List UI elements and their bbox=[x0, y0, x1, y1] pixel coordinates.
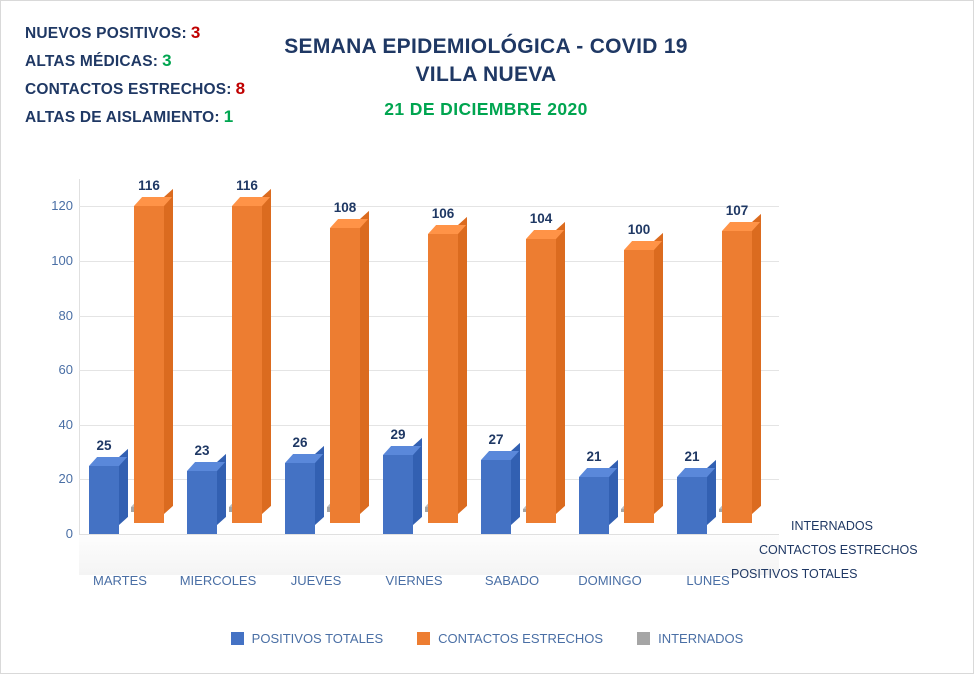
bar-front bbox=[89, 466, 119, 534]
bar bbox=[579, 477, 609, 534]
bar bbox=[285, 463, 315, 534]
y-tick-label: 80 bbox=[58, 307, 73, 323]
legend bbox=[31, 631, 943, 646]
bar-side bbox=[752, 214, 761, 514]
summary-value: 3 bbox=[162, 51, 172, 70]
legend-label: INTERNADOS bbox=[658, 631, 744, 646]
legend-swatch-icon bbox=[637, 632, 650, 645]
bar bbox=[89, 466, 119, 534]
bar-front bbox=[722, 231, 752, 523]
bar-value-label: 108 bbox=[333, 200, 357, 216]
chart-title-line1: SEMANA EPIDEMIOLÓGICA - COVID 19 bbox=[284, 35, 688, 58]
y-tick-label: 100 bbox=[51, 252, 73, 268]
chart-subtitle-date: 21 DE DICIEMBRE 2020 bbox=[384, 98, 588, 119]
bar bbox=[624, 250, 654, 523]
y-tick-label: 120 bbox=[51, 198, 73, 214]
bar-value-label: 23 bbox=[194, 443, 210, 459]
bar bbox=[677, 477, 707, 534]
bar-front bbox=[624, 250, 654, 523]
bar-value-label: 107 bbox=[725, 202, 749, 218]
y-tick-label: 60 bbox=[58, 362, 73, 378]
chart-title-line2: VILLA NUEVA bbox=[415, 63, 557, 87]
bar bbox=[134, 206, 164, 523]
summary-value: 8 bbox=[235, 79, 246, 98]
bar-side bbox=[654, 233, 663, 514]
chart-title-block bbox=[251, 33, 721, 120]
x-tick-label: MIERCOLES bbox=[179, 573, 257, 588]
bar-side bbox=[458, 216, 467, 514]
bar-value-label: 100 bbox=[627, 221, 651, 237]
bar bbox=[232, 206, 262, 523]
x-tick-label: DOMINGO bbox=[578, 573, 642, 588]
y-tick-label: 20 bbox=[58, 471, 73, 487]
bar-value-label: 106 bbox=[431, 205, 455, 221]
plot-area bbox=[31, 161, 943, 646]
summary-value: 3 bbox=[190, 23, 201, 42]
bar bbox=[330, 228, 360, 523]
bar-value-label: 116 bbox=[236, 178, 258, 194]
bar-front bbox=[428, 234, 458, 523]
bar bbox=[187, 471, 217, 534]
legend-swatch-icon bbox=[231, 632, 244, 645]
bar-value-label: 21 bbox=[684, 448, 700, 464]
bar bbox=[526, 239, 556, 523]
bar-value-label: 26 bbox=[292, 435, 308, 450]
bar-value-label: 21 bbox=[586, 448, 602, 464]
bar-front bbox=[677, 477, 707, 534]
bar bbox=[428, 234, 458, 523]
x-tick-label: JUEVES bbox=[290, 573, 342, 588]
plot-floor bbox=[79, 534, 779, 575]
bar-front bbox=[232, 206, 262, 523]
legend-item bbox=[231, 631, 384, 646]
summary-label: NUEVOS POSITIVOS: bbox=[25, 25, 187, 42]
bar-front bbox=[330, 228, 360, 523]
bar bbox=[722, 231, 752, 523]
bar-value-label: 104 bbox=[529, 211, 553, 226]
bar-front bbox=[134, 206, 164, 523]
bar bbox=[383, 455, 413, 534]
x-tick-label: VIERNES bbox=[385, 573, 443, 588]
x-tick-label: SABADO bbox=[484, 573, 540, 588]
x-tick-label: MARTES bbox=[93, 573, 147, 588]
bar-value-label: 25 bbox=[96, 437, 112, 453]
y-axis bbox=[79, 179, 80, 534]
depth-label-positivos: POSITIVOS TOTALES bbox=[731, 567, 858, 581]
bar-value-label: 27 bbox=[488, 432, 504, 448]
bar-front bbox=[481, 460, 511, 534]
legend-item bbox=[637, 631, 743, 646]
bar-front bbox=[187, 471, 217, 534]
summary-label: ALTAS MÉDICAS: bbox=[25, 53, 159, 70]
bar-front bbox=[285, 463, 315, 534]
bar bbox=[481, 460, 511, 534]
summary-label: CONTACTOS ESTRECHOS: bbox=[25, 81, 232, 98]
depth-label-internados: INTERNADOS bbox=[791, 519, 873, 533]
y-tick-label: 0 bbox=[65, 526, 73, 541]
depth-label-contactos: CONTACTOS ESTRECHOS bbox=[759, 543, 918, 557]
y-tick-label: 40 bbox=[58, 416, 73, 432]
legend-swatch-icon bbox=[417, 632, 430, 645]
summary-label: ALTAS DE AISLAMIENTO: bbox=[25, 109, 220, 126]
bar-value-label: 29 bbox=[390, 426, 406, 442]
bar-value-label: 116 bbox=[138, 178, 160, 194]
bar-front bbox=[526, 239, 556, 523]
bar-side bbox=[360, 211, 369, 514]
legend-item bbox=[417, 631, 603, 646]
bar-side bbox=[262, 189, 271, 514]
bar-front bbox=[579, 477, 609, 534]
summary-value: 1 bbox=[223, 107, 234, 126]
legend-label: POSITIVOS TOTALES bbox=[251, 631, 384, 646]
bar-side bbox=[164, 189, 173, 514]
legend-label: CONTACTOS ESTRECHOS bbox=[438, 631, 604, 646]
bar-side bbox=[556, 222, 565, 514]
bar-front bbox=[383, 455, 413, 534]
x-tick-label: LUNES bbox=[686, 573, 730, 588]
